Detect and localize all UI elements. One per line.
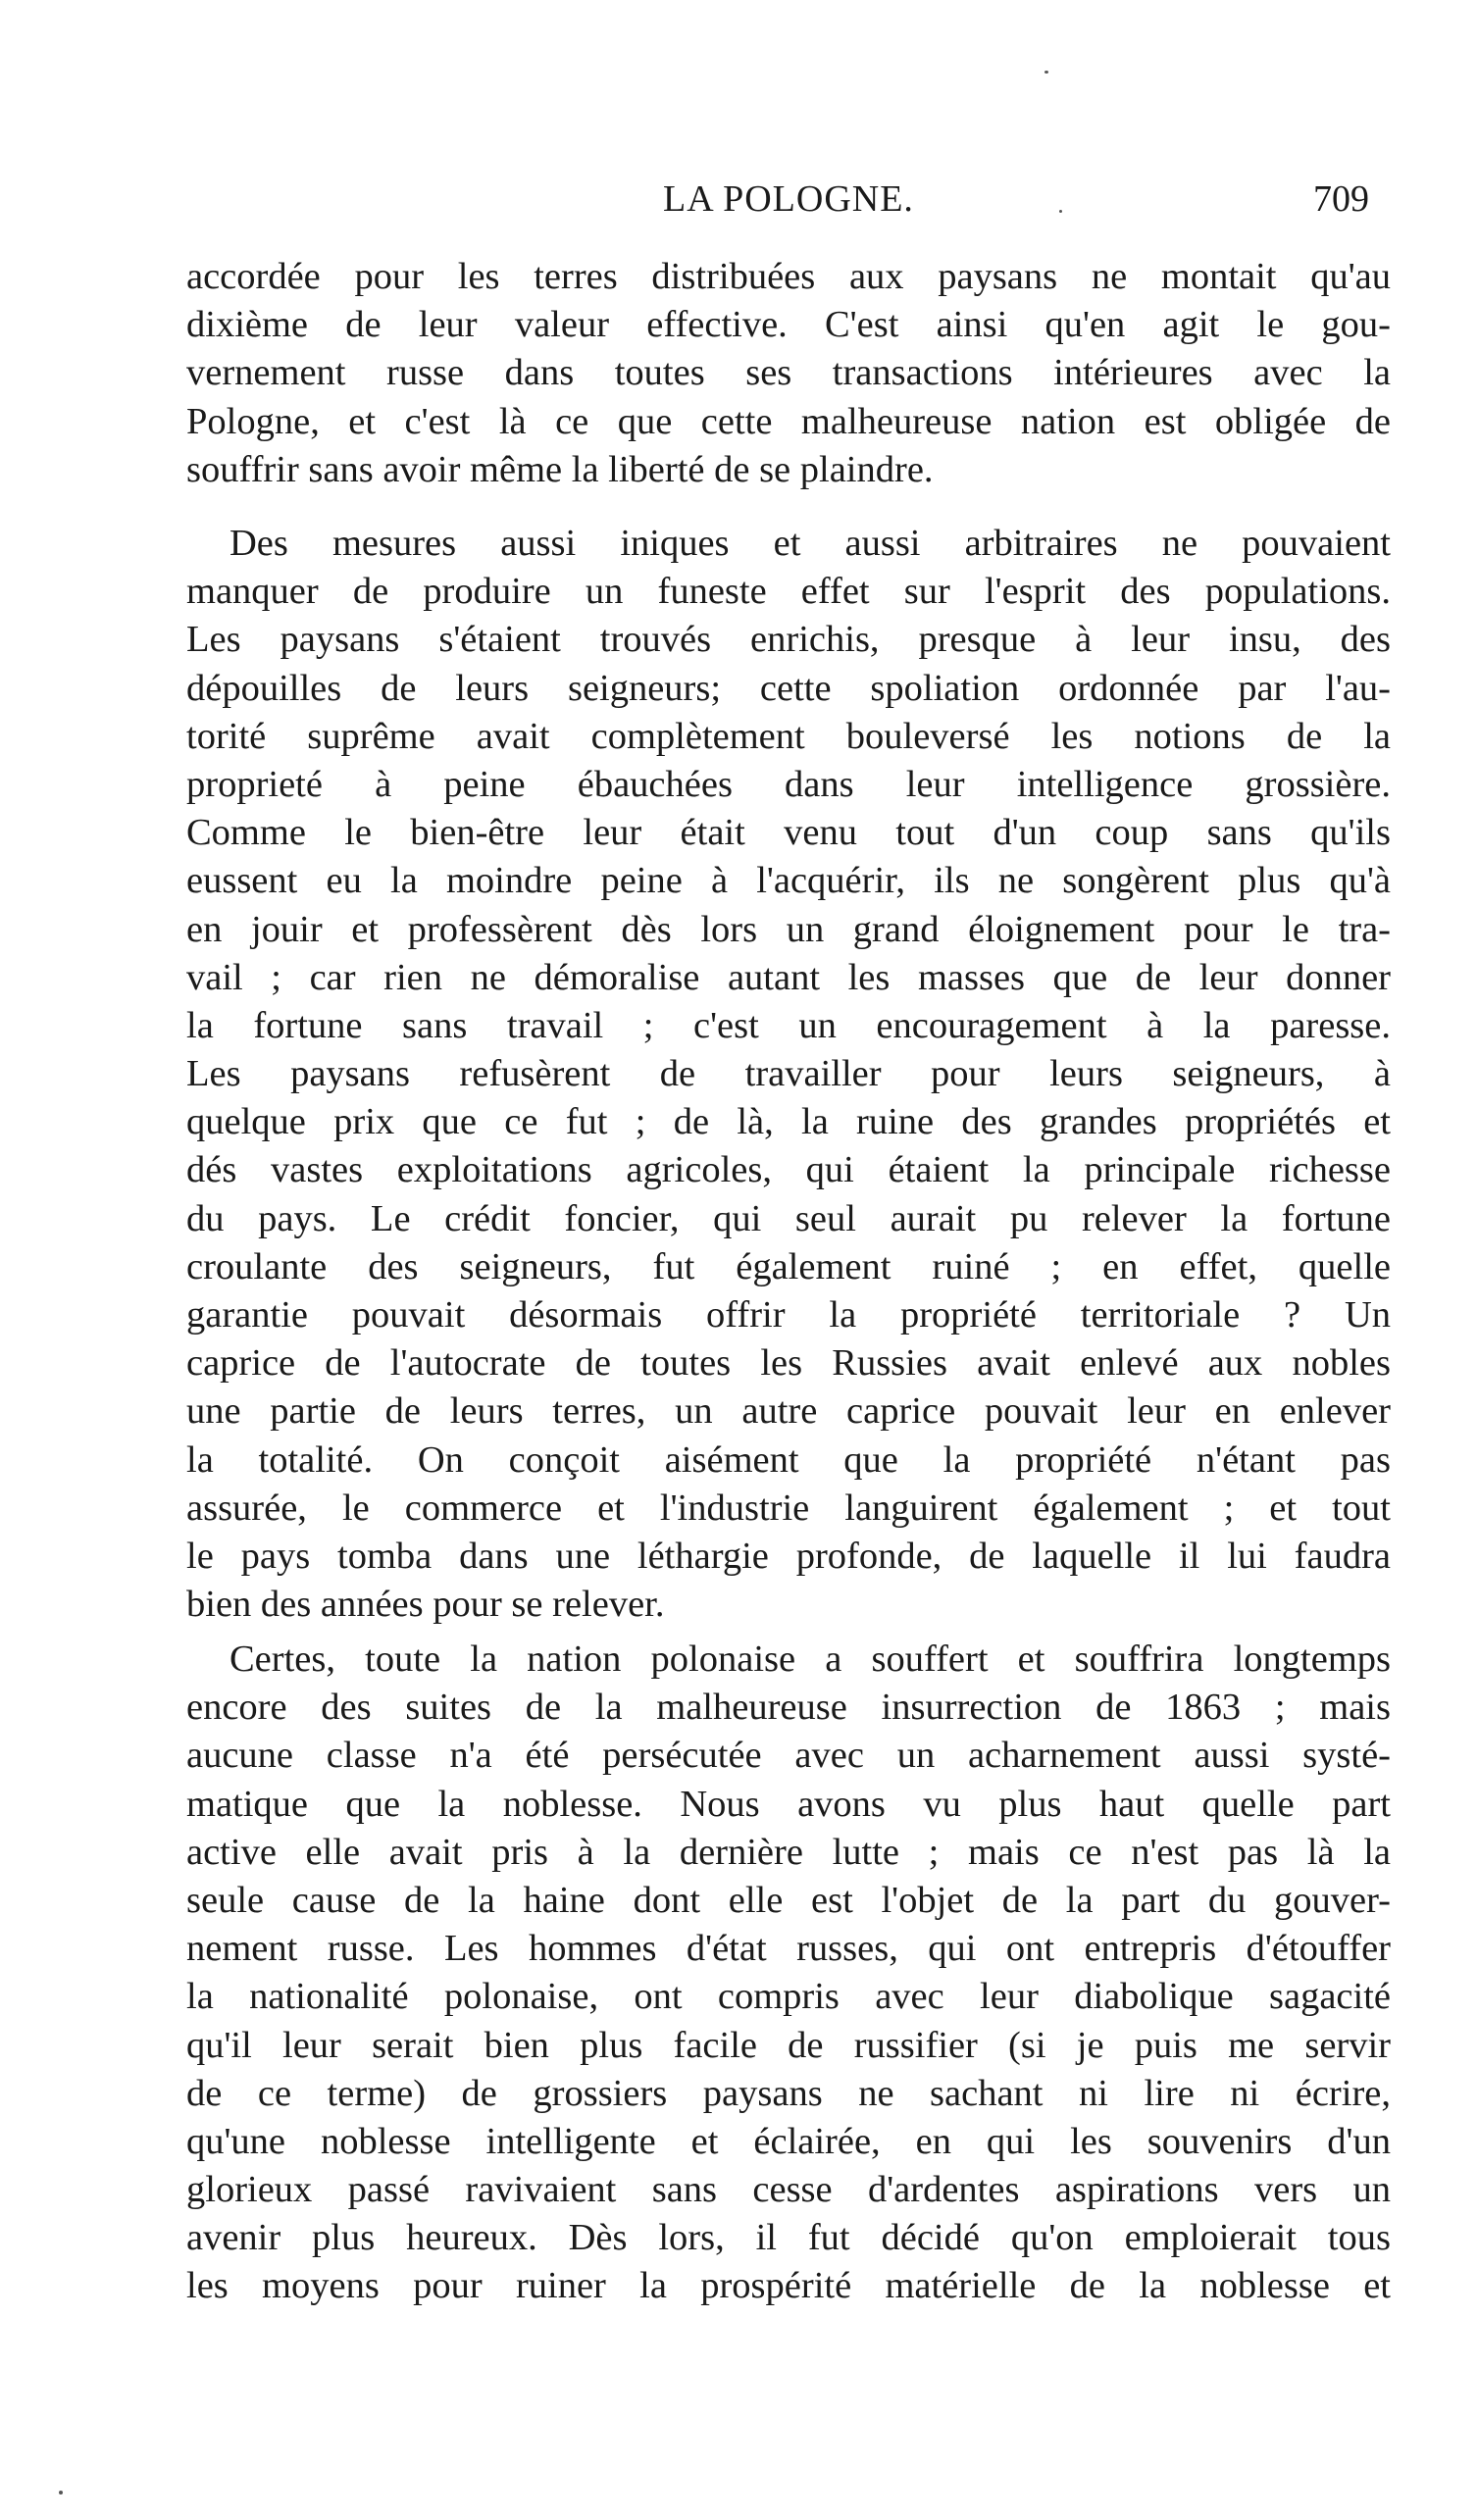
text-line: caprice de l'autocrate de toutes les Russies avait enlevé aux nobles (186, 1342, 1391, 1385)
text-line: du pays. Le crédit foncier, qui seul aurait pu relever la fortune (186, 1197, 1391, 1239)
text-line: Les paysans s'étaient trouvés enrichis, presque à leur insu, des (186, 619, 1391, 661)
text-line: seule cause de la haine dont elle est l'objet de la part du gouver- (186, 1879, 1391, 1921)
text-line: le pays tomba dans une léthargie profonde, de laquelle il lui faudra (186, 1535, 1391, 1577)
text-line: Comme le bien-être leur était venu tout d'un coup sans qu'ils (186, 812, 1391, 854)
paragraph-3 (186, 1636, 1391, 2311)
text-line: aucune classe n'a été persécutée avec un acharnement aussi systé- (186, 1735, 1391, 1777)
text-line: encore des suites de la malheureuse insurrection de 1863 ; mais (186, 1687, 1391, 1729)
text-line: manquer de produire un funeste effet sur l'esprit des populations. (186, 571, 1391, 613)
text-line: Les paysans refusèrent de travailler pour leurs seigneurs, à (186, 1053, 1391, 1095)
text-line: nement russe. Les hommes d'état russes, qui ont entrepris d'étouffer (186, 1928, 1391, 1970)
text-line: dixième de leur valeur effective. C'est ainsi qu'en agit le gou- (186, 304, 1391, 346)
text-line: vail ; car rien ne démoralise autant les masses que de leur donner (186, 956, 1391, 998)
text-line: avenir plus heureux. Dès lors, il fut décidé qu'on emploierait tous (186, 2217, 1391, 2259)
text-line: croulante des seigneurs, fut également ruiné ; en effet, quelle (186, 1245, 1391, 1287)
scan-speck (1044, 71, 1048, 74)
text-line: souffrir sans avoir même la liberté de se plaindre. (186, 448, 934, 490)
text-line: vernement russe dans toutes ses transactions intérieures avec la (186, 352, 1391, 394)
text-line: dépouilles de leurs seigneurs; cette spoliation ordonnée par l'au- (186, 667, 1391, 709)
text-line: accordée pour les terres distribuées aux paysans ne montait qu'au (186, 256, 1391, 297)
text-line: glorieux passé ravivaient sans cesse d'ardentes aspirations vers un (186, 2169, 1391, 2211)
text-line: les moyens pour ruiner la prospérité matérielle de la noblesse et (186, 2265, 1391, 2307)
running-head (186, 175, 1391, 224)
text-line: active elle avait pris à la dernière lutte ; mais ce n'est pas là la (186, 1831, 1391, 1873)
text-line: de ce terme) de grossiers paysans ne sachant ni lire ni écrire, (186, 2072, 1391, 2114)
text-line: garantie pouvait désormais offrir la propriété territoriale ? Un (186, 1294, 1391, 1336)
text-line: en jouir et professèrent dès lors un grand éloignement pour le tra- (186, 908, 1391, 950)
text-line: torité suprême avait complètement bouleversé les notions de la (186, 715, 1391, 757)
text-line: bien des années pour se relever. (186, 1584, 665, 1626)
text-line: qu'une noblesse intelligente et éclairée, en qui les souvenirs d'un (186, 2120, 1391, 2162)
text-line: assurée, le commerce et l'industrie languirent également ; et tout (186, 1487, 1391, 1529)
text-line: Des mesures aussi iniques et aussi arbitraires ne pouvaient (229, 523, 1391, 564)
text-line: Certes, toute la nation polonaise a souffert et souffrira longtemps (229, 1638, 1391, 1680)
paragraph-1 (186, 253, 1391, 494)
text-line: matique que la noblesse. Nous avons vu plus haut quelle part (186, 1783, 1391, 1825)
text-line: une partie de leurs terres, un autre caprice pouvait leur en enlever (186, 1390, 1391, 1433)
text-line: la fortune sans travail ; c'est un encouragement à la paresse. (186, 1004, 1391, 1046)
text-line: Pologne, et c'est là ce que cette malheureuse nation est obligée de (186, 400, 1391, 442)
text-line: qu'il leur serait bien plus facile de russifier (si je puis me servir (186, 2024, 1391, 2066)
running-title: LA POLOGNE. (663, 178, 914, 220)
scan-speck (1059, 210, 1062, 213)
page-number: 709 (1313, 178, 1369, 220)
text-line: quelque prix que ce fut ; de là, la ruine des grandes propriétés et (186, 1101, 1391, 1143)
text-line: dés vastes exploitations agricoles, qui étaient la principale richesse (186, 1149, 1391, 1191)
scan-speck (59, 2491, 63, 2495)
text-line: proprieté à peine ébauchées dans leur intelligence grossière. (186, 763, 1391, 805)
text-line: la totalité. On conçoit aisément que la propriété n'étant pas (186, 1438, 1391, 1481)
text-line: la nationalité polonaise, ont compris avec leur diabolique sagacité (186, 1976, 1391, 2018)
text-line: eussent eu la moindre peine à l'acquérir, ils ne songèrent plus qu'à (186, 860, 1391, 902)
paragraph-2 (186, 520, 1391, 1629)
